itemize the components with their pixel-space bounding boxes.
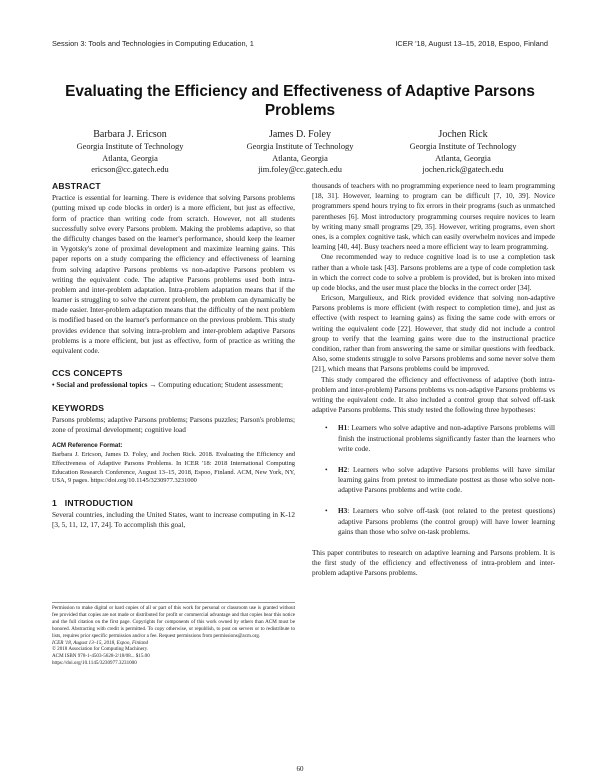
ccs-topic: Social and professional topics bbox=[56, 381, 148, 390]
author-block bbox=[373, 128, 553, 176]
body-paragraph: thousands of teachers with no programming experience need to learn programming [18, 31]. However, learning to program can be difficult [7, 10, 39]. Novice programmers spend hours trying to fix errors in their programs (such as unmatched parentheses [6]. Most introductory programming courses require novices to learn by writing many small programs [29, 35]. However, writing programs, even short ones, is a complex cognitive task, which can easily overwhelm novices and impede learning [40, 44]. Busy teachers need a more efficient way to learn programming. bbox=[312, 182, 555, 252]
author-affiliation: Georgia Institute of Technology bbox=[409, 142, 517, 151]
hypothesis-label: H1 bbox=[338, 424, 348, 433]
author-email: ericson@cc.gatech.edu bbox=[91, 165, 169, 175]
paper-title: Evaluating the Efficiency and Effectiveness of Adaptive Parsons Problems bbox=[65, 83, 535, 119]
copyright-footnote bbox=[52, 602, 295, 667]
list-item: • H3: Learners who solve off-task (not related to the pretest questions) adaptive Parsons problems (the control group) will have lower learning gains than those who solve on-task problems. bbox=[325, 507, 555, 536]
left-column bbox=[52, 181, 295, 530]
keywords-heading: KEYWORDS bbox=[52, 402, 105, 413]
author-email: jim.foley@cc.gatech.edu bbox=[258, 165, 342, 175]
author-location: Atlanta, Georgia bbox=[272, 153, 328, 163]
author-affiliation: Georgia Institute of Technology bbox=[76, 142, 184, 151]
permission-notice: Permission to make digital or hard copies of all or part of this work for personal or classroom use is granted without fee provided that copies are not made or distributed for profit or commercial advantage and that copies bear this notice and the full citation on the first page. Copyrights for components of this work owned by others than ACM must be honored. Abstracting with credit is permitted. To copy otherwise, or republish, to post on servers or to redistribute to lists, requires prior specific permission and/or a fee. Request permissions from permissions@acm.org. bbox=[52, 605, 295, 639]
running-header-left: Session 3: Tools and Technologies in Computing Education, 1 bbox=[52, 39, 254, 48]
acm-ref-text: Barbara J. Ericson, James D. Foley, and Jochen Rick. 2018. Evaluating the Efficiency and Effectiveness of Adaptive Parsons Problems. In ICER '18: 2018 International Computing Education Research Conference, August 13–15, 2018, Espoo, Finland. ACM, New York, NY, USA, 9 pages. https://doi.org/10.1145/3230977.3231000 bbox=[52, 451, 295, 485]
abstract-heading: ABSTRACT bbox=[52, 181, 101, 191]
ccs-concepts bbox=[52, 380, 295, 390]
list-item: • H2: Learners who solve adaptive Parsons problems will have similar learning gains from pretest to immediate posttest as those who solve non-adaptive Parsons problems and write code. bbox=[325, 465, 555, 495]
page-number: 60 bbox=[296, 765, 304, 773]
hypothesis-text: : Learners who solve adaptive and non-adaptive Parsons problems will finish the instructional problems significantly faster than the learners who write code. bbox=[338, 424, 555, 453]
ccs-heading: CCS CONCEPTS bbox=[52, 368, 123, 379]
author-location: Atlanta, Georgia bbox=[435, 153, 491, 163]
copyright-line: © 2018 Association for Computing Machinery. bbox=[52, 646, 149, 653]
acm-ref-heading: ACM Reference Format: bbox=[52, 442, 123, 450]
author-email: jochen.rick@gatech.edu bbox=[422, 165, 504, 175]
intro-text: Several countries, including the United States, want to increase computing in K-12 [3, 5, 11, 12, 17, 24]. To accomplish this goal, bbox=[52, 510, 295, 530]
author-name: Barbara J. Ericson bbox=[93, 129, 167, 140]
ccs-subtopics: Computing education; Student assessment; bbox=[158, 381, 284, 390]
body-paragraph: One recommended way to reduce cognitive load is to use a completion task rather than a whole task [43]. Parsons problems are a type of code completion task in which the correct code to solve a problem is provided, but is broken into mixed up code blocks, and the user must place the blocks in the correct order [34]. bbox=[312, 253, 555, 292]
isbn-line: ACM ISBN 978-1-4503-5628-2/18/08... $15.00 bbox=[52, 653, 150, 660]
author-affiliation: Georgia Institute of Technology bbox=[246, 142, 354, 151]
hypothesis-label: H3 bbox=[338, 507, 348, 516]
abstract-text: Practice is essential for learning. There is evidence that solving Parsons problems (putting mixed up code blocks in order) is a more efficient, but just as effective, form of practice than writing code from scratch. However, not all students successfully solve every Parsons problem. Making the problems adaptive, so that the difficulty changes based on the learner's performance, should keep the learner in Vygotsky's zone of proximal development and maximize learning gains. This paper reports on a study comparing the efficiency and effectiveness of learning from solving adaptive Parsons problems vs non-adaptive Parsons problem vs writing the equivalent code. The adaptive Parsons problems used both intra-problem and inter-problem adaptation. Intra-problem adaptation means that if the learner is struggling to solve the current problem, the problem can dynamically be made easier. Inter-problem adaptation means that the difficulty of the next problem is modified based on the learner's performance on the previous problem. This study provides evidence that solving intra-problem and inter-problem adaptive Parsons problems is a more efficient, but just as effective, form of practice as writing the equivalent code. bbox=[52, 194, 295, 355]
keywords-text: Parsons problems; adaptive Parsons problems; Parsons puzzles; Parson's problems; zone of proximal development; cognitive load bbox=[52, 415, 295, 434]
hypotheses-list bbox=[312, 423, 555, 537]
hypothesis-text: : Learners who solve off-task (not related to the pretest questions) adaptive Parsons problems (the control group) will have lower learning gains than those who solve on-task problems. bbox=[338, 507, 555, 536]
ccs-arrow: → bbox=[149, 381, 157, 390]
right-column bbox=[312, 181, 555, 579]
body-paragraph: This study compared the efficiency and effectiveness of adaptive (both intra-problem and inter-problem) Parsons problems vs non-adaptive Parsons problems vs writing the equivalent code. It also included a control group that solved off-task adaptive Parsons problems. This study tested the following three hypotheses: bbox=[312, 375, 555, 415]
intro-heading: 1 INTRODUCTION bbox=[52, 497, 134, 508]
author-name: James D. Foley bbox=[269, 129, 331, 140]
author-name: Jochen Rick bbox=[438, 129, 488, 140]
running-header-right: ICER '18, August 13–15, 2018, Espoo, Finland bbox=[395, 39, 548, 48]
conference-line: ICER '18, August 13–15, 2018, Espoo, Finland bbox=[52, 639, 149, 646]
author-block bbox=[210, 128, 390, 176]
author-block bbox=[40, 128, 220, 176]
author-location: Atlanta, Georgia bbox=[102, 153, 158, 163]
hypothesis-label: H2 bbox=[338, 465, 348, 474]
ccs-bullet: • bbox=[52, 381, 55, 390]
list-item: • H1: Learners who solve adaptive and non-adaptive Parsons problems will finish the instructional problems significantly faster than the learners who write code. bbox=[325, 424, 555, 453]
body-paragraph: This paper contributes to research on adaptive learning and Parsons problem. It is the first study of the efficiency and effectiveness of intra-problem and inter-problem adaptive Parsons problems. bbox=[312, 549, 555, 578]
body-paragraph: Ericson, Margulieux, and Rick provided evidence that solving non-adaptive Parsons problems is more efficient (with respect to completion time), and just as effective (with respect to learning gains) as fixing the same code with errors or writing the equivalent code [22]. However, that study did not include a control group to verify that the learning gains were due to the instructional practice condition, rather than from answering the same or similar questions with feedback. Also, some students struggle to solve Parsons problems and some never solve them [21], which means that Parsons problems could be improved. bbox=[312, 294, 555, 374]
doi-line: https://doi.org/10.1145/3230977.3231000 bbox=[52, 660, 137, 667]
hypothesis-text: : Learners who solve adaptive Parsons problems will have similar learning gains from pretest to immediate posttest as those who solve non-adaptive Parsons problems and write code. bbox=[338, 465, 555, 495]
